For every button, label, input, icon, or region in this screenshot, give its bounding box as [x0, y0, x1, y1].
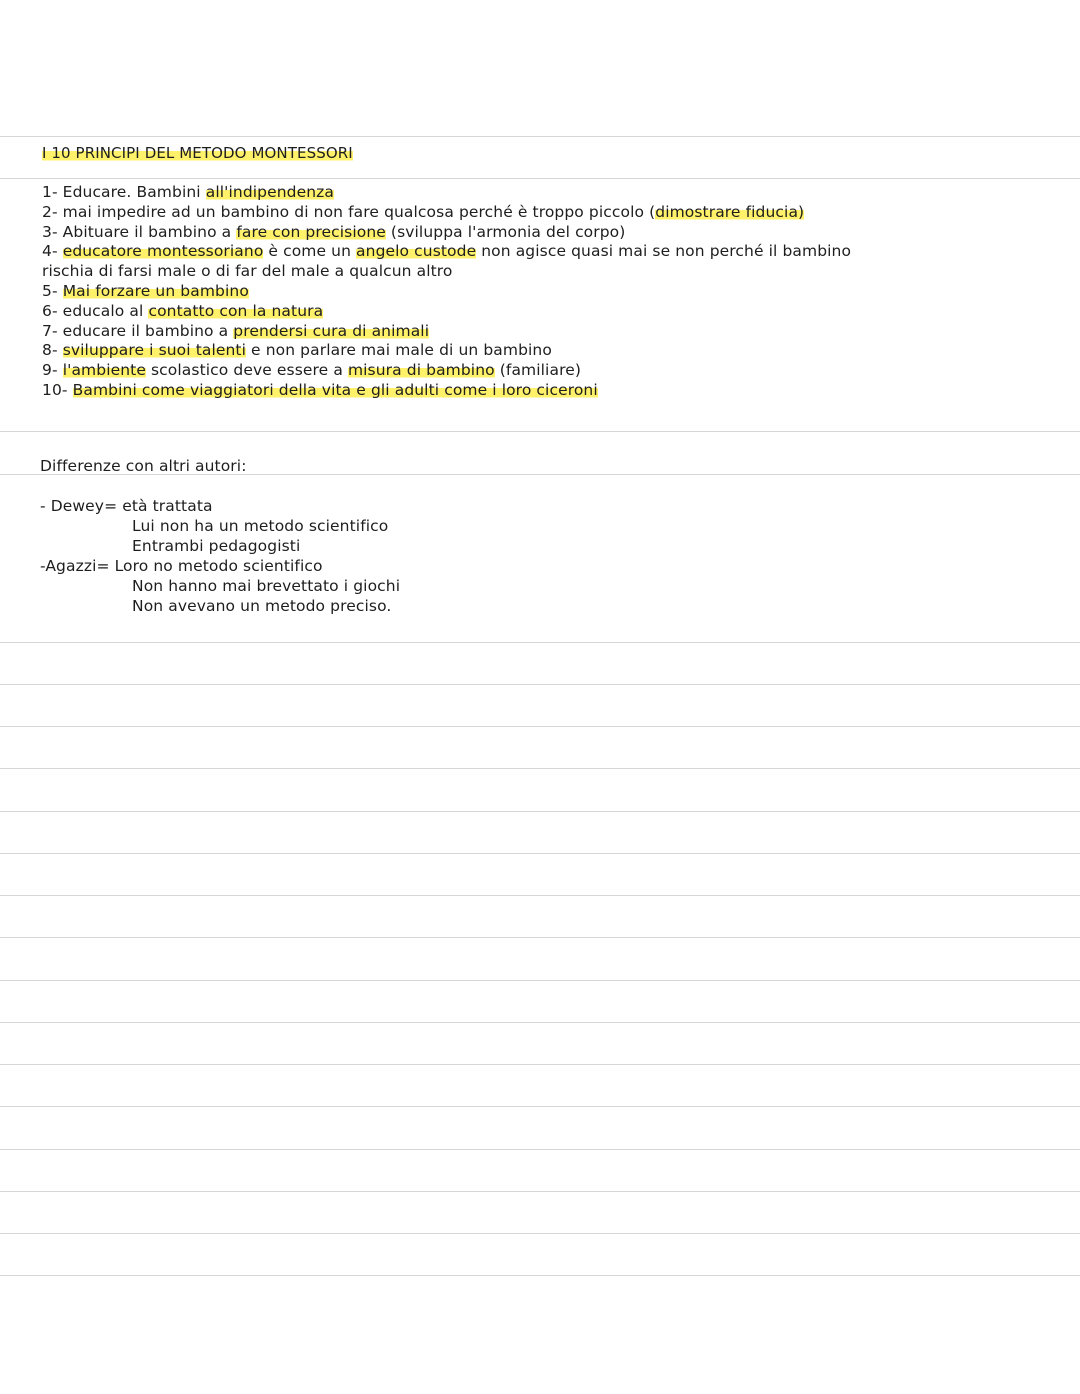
principle-text: 6- educalo al [42, 301, 149, 320]
principle-text: 2- mai impedire ad un bambino di non fare qualcosa perché è troppo piccolo ( [42, 202, 656, 221]
principle-line [42, 380, 598, 400]
principle-text: e non parlare mai male di un bambino [246, 341, 552, 360]
principle-text: 5- [42, 282, 63, 300]
principle-text: rischia di farsi male o di far del male a qualcun altro [42, 262, 453, 281]
highlighted-text: dimostrare fiducia) [655, 202, 805, 221]
differences-line: -Agazzi= Loro no metodo scientifico [40, 557, 323, 575]
principle-line [42, 222, 625, 242]
principle-line [42, 301, 323, 321]
highlighted-text: fare con precisione [236, 222, 386, 241]
principle-text: 3- Abituare il bambino a [42, 222, 237, 241]
page-title-text: I 10 PRINCIPI DEL METODO MONTESSORI [42, 144, 353, 162]
differences-line: Non hanno mai brevettato i giochi [132, 577, 401, 595]
principle-line [42, 182, 334, 202]
highlighted-text: sviluppare i suoi talenti [62, 341, 247, 360]
principle-line [42, 241, 851, 261]
principle-text: 10- [42, 381, 73, 399]
principle-text: 1- Educare. Bambini [42, 183, 206, 201]
differences-line: Lui non ha un metodo scientifico [132, 517, 389, 535]
principle-line [42, 321, 429, 341]
principle-text: 8- [42, 341, 63, 360]
differences-heading: Differenze con altri autori: [40, 457, 247, 475]
principle-text: è come un [263, 242, 357, 261]
principle-line [42, 202, 804, 222]
highlighted-text: Bambini come viaggiatori della vita e gli adulti come i loro ciceroni [72, 381, 598, 399]
differences-line: Entrambi pedagogisti [132, 537, 301, 555]
highlighted-text: angelo custode [356, 242, 477, 261]
highlighted-text: misura di bambino [347, 361, 495, 380]
highlighted-text: educatore montessoriano [62, 242, 264, 261]
principle-line [42, 261, 453, 281]
highlighted-text: l'ambiente [62, 361, 146, 380]
principle-line [42, 281, 249, 301]
differences-line: - Dewey= età trattata [40, 497, 213, 515]
principle-text: 7- educare il bambino a [42, 321, 234, 340]
highlighted-text: prendersi cura di animali [233, 321, 430, 340]
principle-text: 4- [42, 242, 63, 261]
principle-line [42, 360, 581, 380]
principle-text: (familiare) [494, 361, 581, 380]
highlighted-text: contatto con la natura [148, 301, 324, 320]
principle-text: scolastico deve essere a [145, 361, 348, 380]
highlighted-text: Mai forzare un bambino [62, 282, 249, 300]
principle-text: 9- [42, 361, 63, 380]
differences-line: Non avevano un metodo preciso. [132, 597, 392, 615]
principle-text: non agisce quasi mai se non perché il bambino [476, 242, 852, 261]
page-title [42, 143, 353, 163]
principle-text: (sviluppa l'armonia del corpo) [385, 222, 626, 241]
principle-line [42, 340, 552, 360]
highlighted-text: all'indipendenza [205, 183, 334, 201]
